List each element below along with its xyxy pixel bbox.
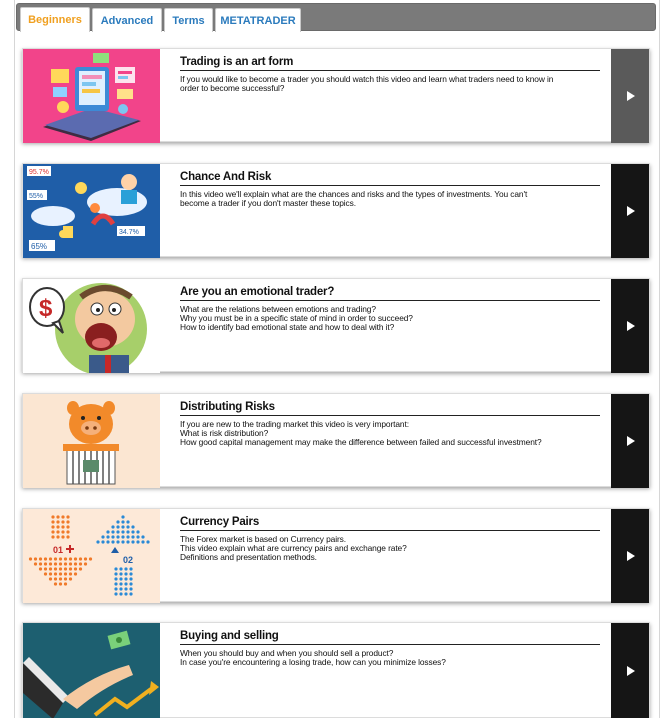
tab-advanced[interactable]: Advanced: [92, 8, 162, 32]
video-card[interactable]: [22, 163, 650, 257]
video-card[interactable]: [22, 48, 650, 142]
video-card[interactable]: [22, 622, 650, 718]
chance-risk-illustration-icon: [23, 164, 160, 258]
play-icon: [627, 206, 635, 216]
video-description: If you would like to become a trader you should watch this video and learn what traders need to know in order to become successful?: [180, 74, 554, 93]
video-title: Currency Pairs: [180, 515, 600, 531]
svg-text:02: 02: [123, 555, 134, 565]
hand-money-illustration-icon: [23, 623, 160, 718]
trading-dashboard-illustration-icon: [23, 49, 160, 143]
play-icon: [627, 436, 635, 446]
screaming-man-illustration-icon: [23, 279, 160, 373]
play-button[interactable]: [611, 49, 649, 143]
tab-beginners[interactable]: Beginners: [20, 7, 90, 32]
play-icon: [627, 551, 635, 561]
play-icon: [627, 666, 635, 676]
tab-bar: [16, 3, 656, 31]
svg-text:34.7%: 34.7%: [119, 229, 139, 236]
svg-text:65%: 65%: [31, 242, 48, 251]
video-card[interactable]: [22, 393, 650, 487]
play-icon: [627, 91, 635, 101]
video-description: In this video we'll explain what are the chances and risks and the types of investments. You can't become a trader if you don't master these topics.: [180, 189, 528, 208]
tab-terms[interactable]: Terms: [164, 8, 213, 32]
play-button[interactable]: [611, 394, 649, 488]
video-card[interactable]: [22, 508, 650, 602]
video-description: What are the relations between emotions and trading? Why you must be in a specific state of mind in order to succeed? How to identify bad emotional state and how to deal with it?: [180, 304, 413, 332]
video-title: Distributing Risks: [180, 400, 600, 416]
play-button[interactable]: [611, 279, 649, 373]
tab-metatrader[interactable]: METATRADER: [215, 8, 301, 32]
video-card[interactable]: [22, 278, 650, 372]
svg-text:55%: 55%: [29, 193, 44, 200]
play-button[interactable]: [611, 623, 649, 718]
video-description: If you are new to the trading market this video is very important: What is risk distribution? How good capital management may make the difference between failed and successful investment?: [180, 419, 542, 447]
video-title: Trading is an art form: [180, 55, 600, 71]
video-title: Are you an emotional trader?: [180, 285, 600, 301]
currency-arrows-illustration-icon: [23, 509, 160, 603]
play-button[interactable]: [611, 509, 649, 603]
video-description: When you should buy and when you should sell a product? In case you're encountering a losing trade, how can you minimize losses?: [180, 648, 446, 667]
play-button[interactable]: [611, 164, 649, 258]
svg-text:$: $: [39, 295, 53, 322]
svg-text:95.7%: 95.7%: [29, 169, 49, 176]
video-title: Buying and selling: [180, 629, 600, 645]
video-description: The Forex market is based on Currency pairs. This video explain what are currency pairs and exchange rate? Definitions and presentation methods.: [180, 534, 407, 562]
play-icon: [627, 321, 635, 331]
video-title: Chance And Risk: [180, 170, 600, 186]
svg-text:01: 01: [53, 545, 64, 555]
piggy-bank-illustration-icon: [23, 394, 160, 488]
